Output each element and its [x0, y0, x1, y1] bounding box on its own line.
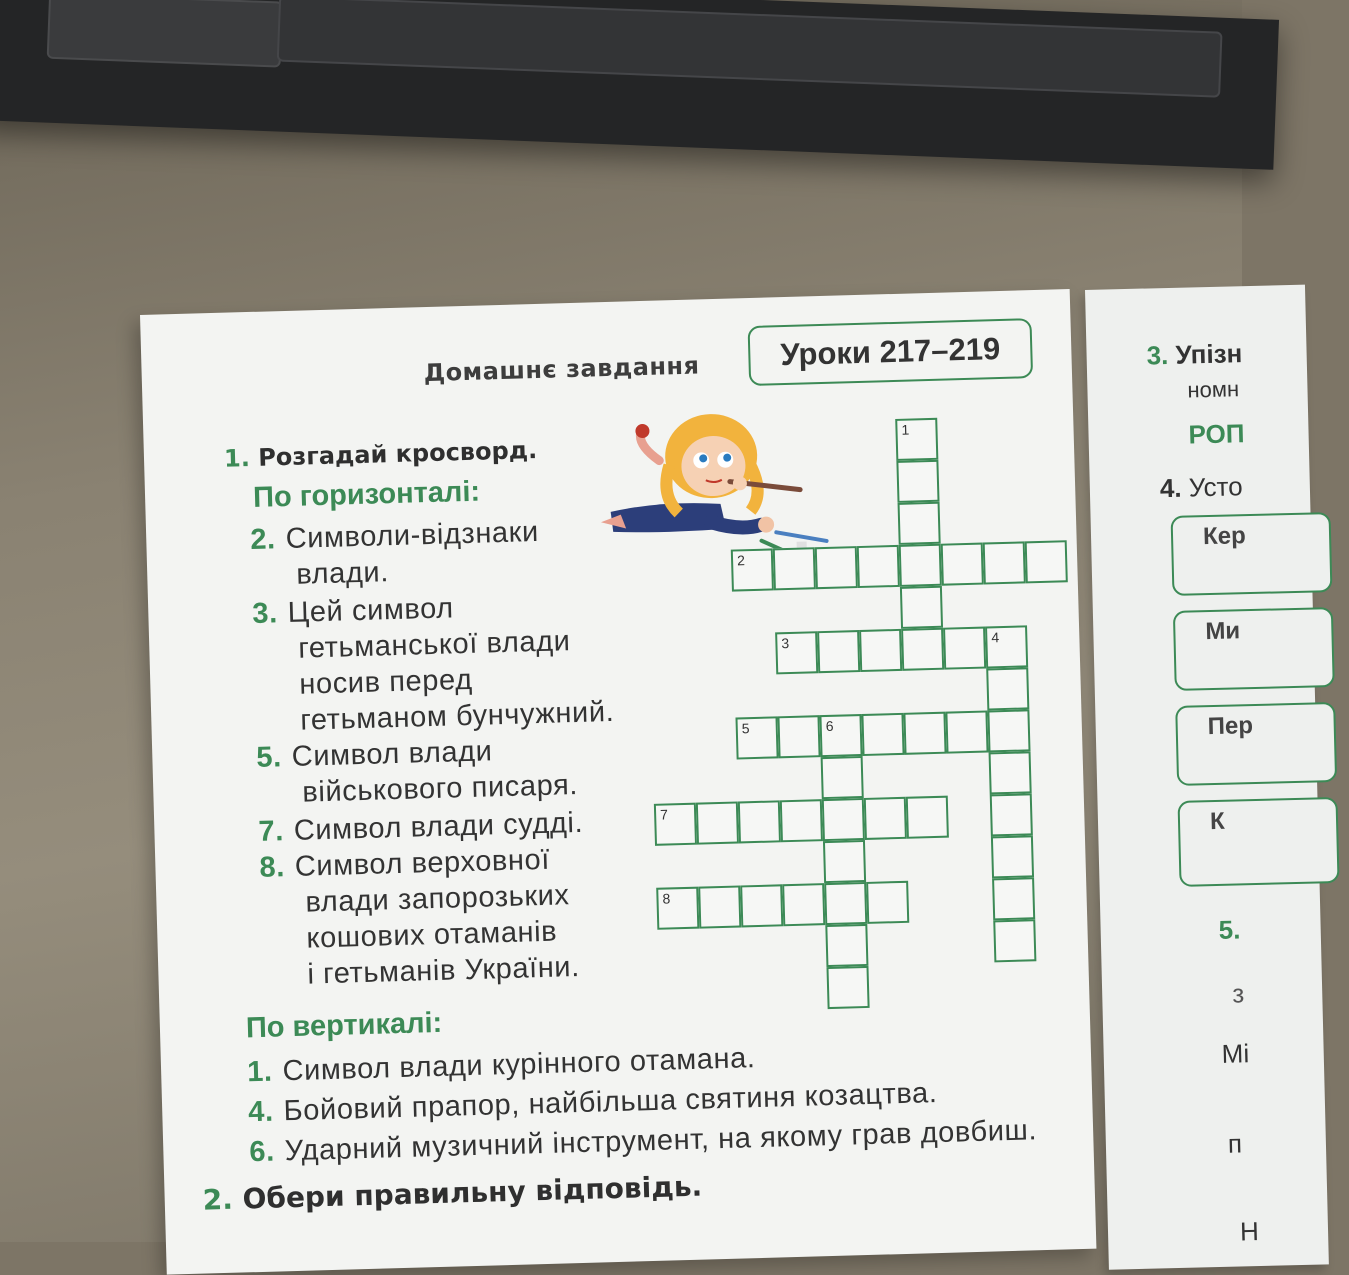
crossword-cell[interactable]: [656, 887, 699, 930]
right-task-5: 5.: [1218, 914, 1241, 945]
right-option-box: Кер: [1171, 512, 1333, 596]
crossword-clue-number: 1: [901, 421, 910, 438]
crossword-cell[interactable]: [654, 803, 697, 846]
right-option-box: К: [1178, 797, 1340, 887]
task-2-number: 2.: [202, 1182, 234, 1217]
laptop-key: [277, 0, 1223, 98]
crossword-cell[interactable]: [698, 885, 741, 928]
clue-across-7: 7. Символ влади судді.: [258, 806, 584, 848]
crossword-cell[interactable]: [735, 716, 778, 759]
crossword-cell[interactable]: [898, 502, 941, 545]
crossword-cell[interactable]: [817, 630, 860, 673]
girl-illustration: [598, 401, 842, 558]
crossword-cell[interactable]: [775, 631, 818, 674]
crossword-cell[interactable]: [823, 840, 866, 883]
lesson-badge: Уроки 217–219: [748, 318, 1034, 386]
crossword-cell[interactable]: [826, 966, 869, 1009]
crossword-cell[interactable]: [777, 715, 820, 758]
crossword-cell[interactable]: [738, 800, 781, 843]
crossword-cell[interactable]: [896, 460, 939, 503]
task-2-text: Обери правильну відповідь.: [242, 1169, 703, 1216]
right-green-heading: РОП: [1188, 418, 1245, 450]
crossword-cell[interactable]: [986, 667, 1029, 710]
crossword-clue-number: 2: [736, 552, 746, 569]
down-heading: По вертикалі:: [245, 1006, 443, 1045]
clue-across-8: 8. Символ верховної влади запорозьких кошових отаманів і гетьманів України.: [259, 843, 581, 991]
crossword-clue-number: 5: [741, 720, 750, 737]
crossword-cell[interactable]: [824, 882, 867, 925]
right-option-box: Ми: [1173, 607, 1335, 691]
crossword-cell[interactable]: [903, 712, 946, 755]
crossword-cell[interactable]: [992, 877, 1035, 920]
crossword-clue-number: 4: [991, 629, 1000, 646]
crossword-cell[interactable]: [987, 709, 1030, 752]
crossword-cell[interactable]: [740, 884, 783, 927]
page-title: Домашнє завдання: [423, 351, 700, 388]
task-1-heading: [224, 436, 538, 473]
right-text-p: п: [1227, 1128, 1243, 1159]
crossword-cell[interactable]: [941, 543, 984, 586]
crossword-clue-number: 3: [781, 635, 790, 652]
crossword-cell[interactable]: [861, 713, 904, 756]
crossword-cell[interactable]: [782, 883, 825, 926]
right-task-3-line2: номн: [1187, 376, 1240, 403]
right-handwriting: з: [1231, 978, 1245, 1009]
task-1-text: Розгадай кросворд.: [257, 435, 538, 472]
clue-down-6: 6. Ударний музичний інструмент, на якому грав довбиш.: [248, 1114, 1038, 1169]
clue-across-5: 5. Символ влади військового писаря.: [255, 735, 579, 809]
crossword-clue-number: 6: [825, 717, 834, 735]
across-heading: По горизонталі:: [252, 475, 481, 514]
crossword-cell[interactable]: [780, 799, 823, 842]
crossword-cell[interactable]: [821, 756, 864, 799]
crossword-cell[interactable]: [993, 919, 1036, 962]
crossword-cell[interactable]: [822, 798, 865, 841]
crossword-cell[interactable]: [943, 627, 986, 670]
task-2-heading: [202, 1170, 702, 1217]
clue-down-1: 1. Символ влади курінного отамана.: [246, 1042, 756, 1089]
right-text-mi: Мі: [1221, 1038, 1250, 1069]
clue-down-4: 4. Бойовий прапор, найбільша святиня козацтва.: [247, 1077, 938, 1129]
crossword-cell[interactable]: [866, 881, 909, 924]
crossword-cell[interactable]: [991, 835, 1034, 878]
crossword-cell[interactable]: [815, 546, 858, 589]
crossword-cell[interactable]: [859, 629, 902, 672]
crossword-cell[interactable]: [945, 710, 988, 753]
crossword-cell[interactable]: [990, 793, 1033, 836]
crossword-cell[interactable]: [1025, 540, 1068, 583]
right-option-box: Пер: [1175, 702, 1337, 786]
crossword-cell[interactable]: [983, 541, 1026, 584]
crossword-cell[interactable]: [825, 924, 868, 967]
crossword-cell[interactable]: [906, 796, 949, 839]
crossword-cell[interactable]: [985, 625, 1028, 668]
laptop-key: [47, 0, 283, 68]
crossword-cell[interactable]: [895, 418, 938, 461]
crossword-cell[interactable]: [901, 628, 944, 671]
crossword-cell[interactable]: [899, 544, 942, 587]
right-task-4: 4. Усто: [1159, 471, 1243, 504]
crossword-cell[interactable]: [900, 586, 943, 629]
clue-across-3: 3. Цей символ гетьманської влади носив перед гетьманом бунчужний.: [251, 592, 615, 737]
clue-across-2: 2. Символи-відзнаки влади.: [249, 515, 540, 591]
crossword-cell[interactable]: [819, 714, 862, 757]
crossword-cell[interactable]: [857, 545, 900, 588]
crossword-clue-number: 7: [659, 806, 669, 823]
right-page: [1085, 285, 1329, 1270]
crossword-cell[interactable]: [731, 548, 774, 591]
workbook-page: [140, 289, 1096, 1275]
right-text-n: Н: [1239, 1216, 1260, 1247]
crossword-cell[interactable]: [773, 547, 816, 590]
crossword-cell[interactable]: [864, 797, 907, 840]
crossword-clue-number: 8: [662, 890, 671, 907]
crossword-cell[interactable]: [696, 801, 739, 844]
crossword-cell[interactable]: [989, 751, 1032, 794]
task-1-number: 1.: [223, 443, 251, 473]
right-task-3: 3. Упізн: [1146, 338, 1243, 371]
